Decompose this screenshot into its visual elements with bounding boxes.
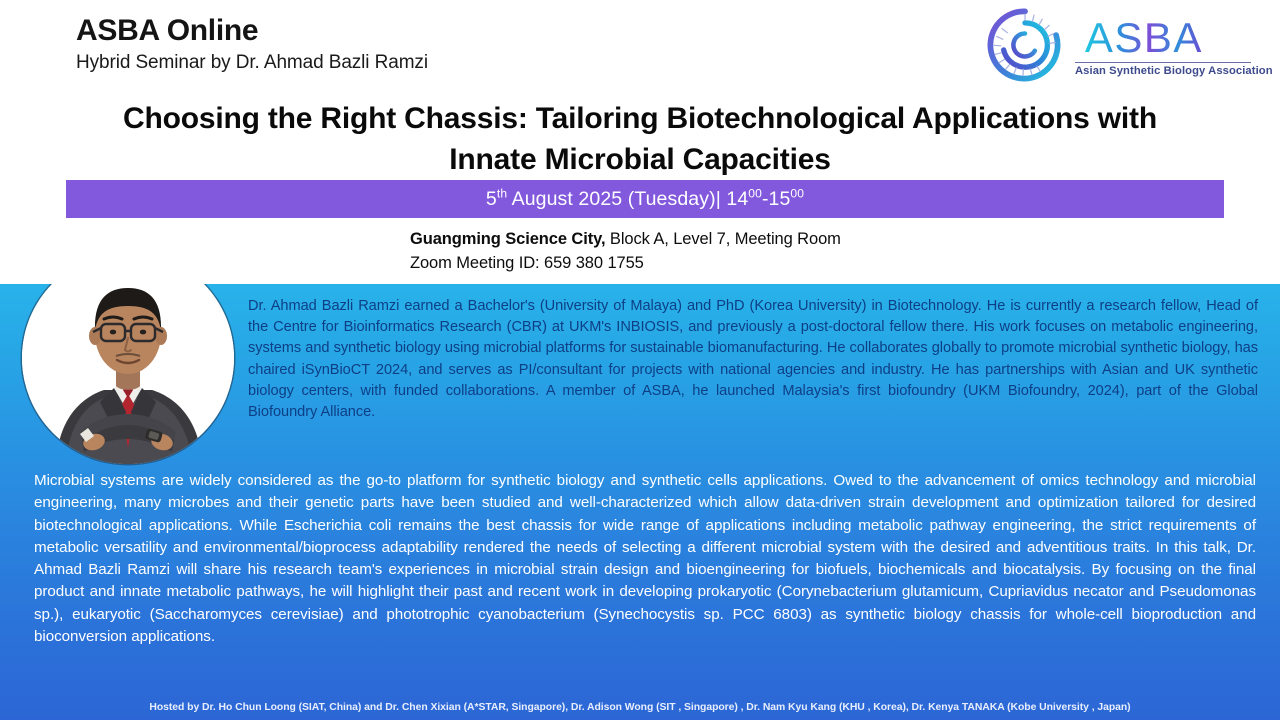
brand-subtitle: Hybrid Seminar by Dr. Ahmad Bazli Ramzi (76, 51, 428, 73)
abstract-text: Microbial systems are widely considered as the go-to platform for synthetic biology and synthetic cells applications. Owed to the advancement of omics technology and microbial engineering, many microbes and their genetic parts have been studied and well-characterized which allow data-driven strain development and optimization tailored for desired biotechnological applications. While Escherichia coli remains the best chassis for wide range of applications including metabolic pathway engineering, the strict requirements of metabolic versatility and environmental/bioprocess adaptability rendered the needs of selecting a different microbial system with the desired and adventitious traits. In this talk, Dr. Ahmad Bazli Ramzi will share his research team's experiences in microbial strain design and bioengineering for biofuels, biochemicals and biocatalysis. By focusing on the final product and innate metabolic pathways, he will highlight their past and recent work in developing prokaryotic (Corynebacterium glutamicum, Cupriavidus necator and Pseudomonas sp.), eukaryotic (Saccharomyces cerevisiae) and phototrophic cyanobacterium (Synechocystis sp. PCC 6803) as synthetic biology chassis for whole-cell bioproduction and bioconversion applications. (34, 472, 1256, 645)
time-start: 14 (726, 187, 749, 210)
asba-spiral-icon (983, 4, 1067, 86)
hosted-by-footer: Hosted by Dr. Ho Chun Loong (SIAT, China) and Dr. Chen Xixian (A*STAR, Singapore), Dr. Adison Wong (SIT , Singapore) , Dr. Nam Kyu Kang (KHU , Korea), Dr. Kenya TANAKA (Kobe University , Japan) (149, 702, 1131, 713)
day-number: 5 (485, 187, 497, 210)
venue-address-line (410, 228, 841, 252)
time-end-sup: 00 (790, 186, 805, 200)
asba-wordmark-icon (1073, 15, 1273, 61)
logo-divider (1075, 62, 1251, 63)
separator: | (715, 187, 721, 210)
logo-tagline: Asian Synthetic Biology Association (1075, 65, 1273, 77)
content-section (0, 284, 1280, 720)
venue-block (410, 228, 841, 276)
speaker-portrait (22, 284, 234, 464)
date-time-text (486, 188, 804, 211)
date-time-banner (66, 180, 1224, 218)
time-dash: - (761, 187, 769, 210)
asba-logo (983, 4, 1273, 86)
zoom-meeting-id: Zoom Meeting ID: 659 380 1755 (410, 253, 644, 272)
svg-text:ASBA: ASBA (1084, 15, 1203, 61)
venue-place: Guangming Science City, (410, 230, 606, 248)
time-start-sup: 00 (748, 186, 762, 200)
day-suffix: th (496, 186, 508, 200)
month-year: August 2025 (Tuesday) (511, 187, 716, 210)
header-section (0, 0, 1280, 284)
talk-title: Choosing the Right Chassis: Tailoring Biotechnological Applications with Innate Microbial Capacities (123, 102, 1157, 177)
time-end: 15 (768, 187, 791, 210)
brand-title: ASBA Online (76, 14, 259, 47)
brand-block (76, 14, 716, 74)
venue-detail: Block A, Level 7, Meeting Room (605, 230, 841, 248)
logo-text-block (1073, 13, 1273, 77)
speaker-bio: Dr. Ahmad Bazli Ramzi earned a Bachelor's (University of Malaya) and PhD (Korea University) in Biotechnology. He is currently a research fellow, Head of the Centre for Bioinformatics Research (CBR) at UKM's INBIOSIS, and previously a post-doctoral fellow there. His work focuses on metabolic engineering, systems and synthetic biology using microbial platforms for sustainable biomanufacturing. He collaborates globally to promote microbial synthetic biology, has chaired iSynBioCT 2024, and serves as PI/consultant for projects with national agencies and industry. He has partnerships with Asian and UK synthetic biology centers, with funded collaborations. A member of ASBA, he launched Malaysia's first biofoundry (UKM Biofoundry, 2024), part of the Global Biofoundry Alliance. (248, 298, 1258, 421)
speaker-portrait-image (22, 284, 234, 464)
